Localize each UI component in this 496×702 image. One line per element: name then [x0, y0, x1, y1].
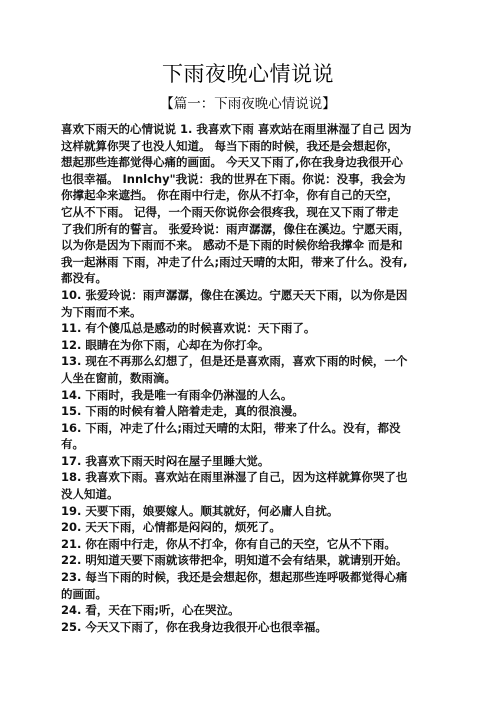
- body-line: 为下雨而不来。: [61, 304, 142, 319]
- body-line: 我一起淋雨 下雨，冲走了什么;雨过天晴的太阳，带来了什么。没有,: [61, 254, 408, 269]
- body-line: 喜欢下雨天的心情说说 1. 我喜欢下雨 喜欢站在雨里淋湿了自己 因为: [61, 122, 412, 136]
- body-line: 它从不下雨。 记得，一个雨天你说你会很疼我，现在又下雨了带走: [61, 204, 399, 219]
- body-line: 17. 我喜欢下雨天时闷在屋子里睡大觉。: [61, 453, 270, 468]
- body-line: 你撑起伞来遮挡。 你在雨中行走，你从不打伞，你有自己的天空，: [61, 188, 399, 203]
- body-line: 15. 下雨的时候有着人陪着走走，真的很浪漫。: [61, 404, 304, 419]
- body-line: 23. 每当下雨的时候，我还是会想起你，想起那些连呼吸都觉得心痛: [61, 570, 408, 585]
- body-line: 的画面。: [61, 586, 107, 601]
- document-subtitle: 【篇一：下雨夜晚心情说说】: [160, 96, 336, 112]
- body-line: 也很幸福。 Innlchy"我说：我的世界在下雨。你说：没事，我会为: [61, 171, 406, 186]
- body-line: 24. 看，天在下雨;听，心在哭泣。: [61, 603, 240, 618]
- body-line: 20. 天天下雨，心情都是闷闷的，烦死了。: [61, 520, 281, 535]
- body-line: 14. 下雨时，我是唯一有雨伞仍淋湿的人么。: [61, 387, 293, 402]
- body-line: 19. 天要下雨，娘要嫁人。顺其就好，何必庸人自扰。: [61, 503, 339, 518]
- body-line: 这样就算你哭了也没人知道。 每当下雨的时候，我还是会想起你，: [61, 138, 399, 153]
- body-line: 21. 你在雨中行走，你从不打伞，你有自己的天空，它从不下雨。: [61, 536, 396, 551]
- body-line: 10. 张爱玲说：雨声潺潺，像住在溪边。宁愿天天下雨，以为你是因: [61, 287, 408, 302]
- body-line: 都没有。: [61, 271, 107, 286]
- body-line: 22. 明知道天要下雨就该带把伞，明知道不会有结果，就请别开始。: [61, 553, 408, 568]
- body-line: 没人知道。: [61, 487, 119, 502]
- body-line: 人坐在窗前，数雨滴。: [61, 370, 176, 385]
- body-line: 25. 今天又下雨了，你在我身边我很开心也很幸福。: [61, 619, 327, 634]
- body-line: 有。: [61, 437, 84, 452]
- body-line: 12. 眼睛在为你下雨，心却在为你打伞。: [61, 337, 270, 352]
- body-line: 想起那些连都觉得心痛的画面。 今天又下雨了,你在我身边我很开心: [61, 155, 403, 170]
- body-line: 11. 有个傻瓜总是感动的时候喜欢说：天下雨了。: [61, 321, 316, 336]
- document-body: [61, 121, 439, 635]
- body-line: 16. 下雨，冲走了什么;雨过天晴的太阳，带来了什么。没有，都没: [61, 420, 401, 435]
- body-line: 了我们所有的誓言。 张爱玲说：雨声潺潺，像住在溪边。宁愿天雨，: [61, 221, 410, 236]
- document-title: 下雨夜晚心情说说: [162, 62, 334, 86]
- body-line: 13. 现在不再那么幻想了，但是还是喜欢雨，喜欢下雨的时候，一个: [61, 354, 408, 369]
- body-line: 18. 我喜欢下雨。喜欢站在雨里淋湿了自己，因为这样就算你哭了也: [61, 470, 408, 485]
- body-line: 以为你是因为下雨而不来。 感动不是下雨的时候你给我撑伞 而是和: [61, 238, 403, 253]
